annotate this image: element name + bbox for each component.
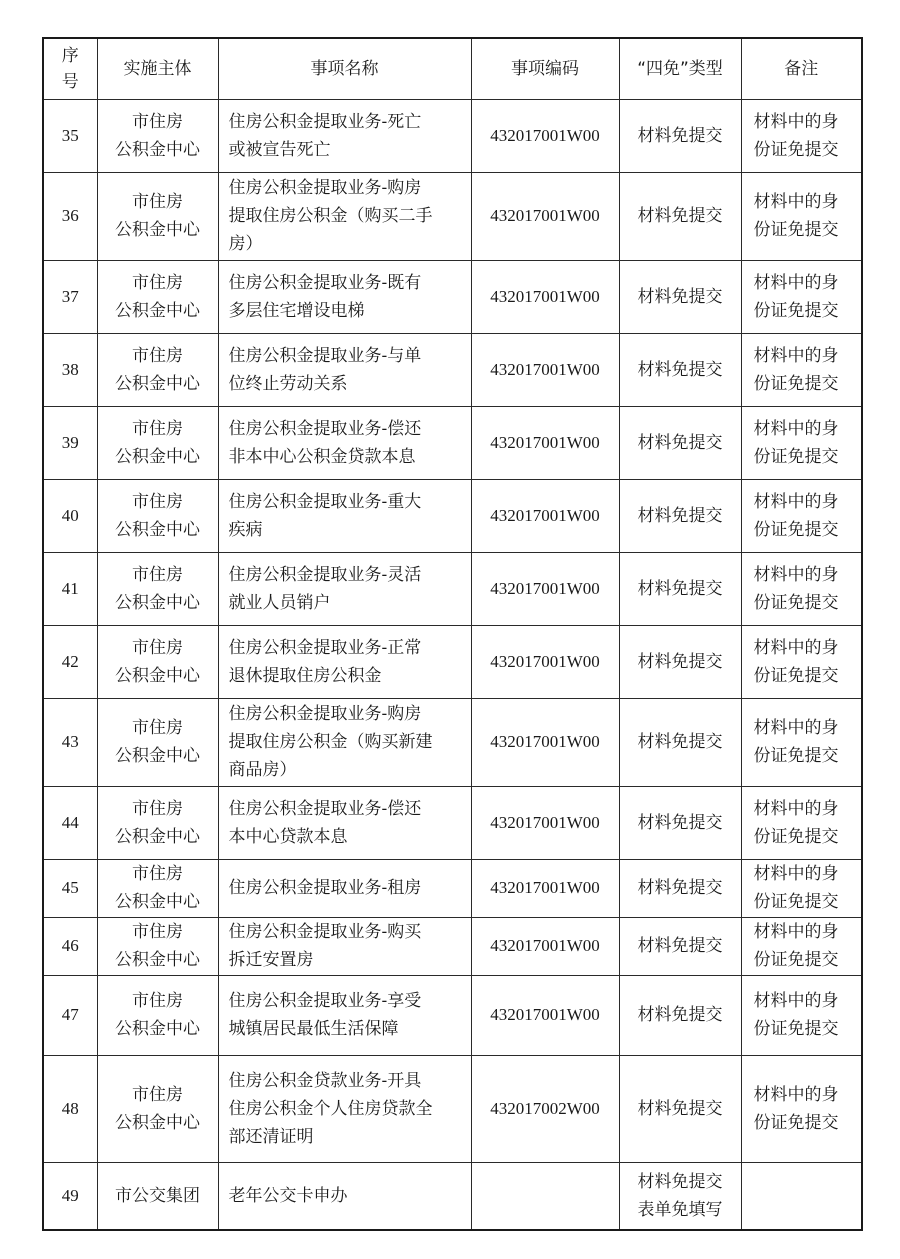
cell-type — [619, 1055, 741, 1162]
cell-name-text: 住房公积金提取业务-既有 多层住宅增设电梯 — [228, 272, 422, 321]
cell-subject-text: 市住房 公积金中心 — [115, 718, 200, 766]
cell-subject — [97, 625, 218, 698]
cell-note-text: 材料中的身 份证免提交 — [753, 718, 839, 766]
header-type: “四免”类型 — [619, 38, 741, 99]
cell-code-text: 432017001W00 — [490, 286, 600, 306]
cell-seq — [43, 698, 97, 786]
cell-note — [741, 172, 862, 260]
cell-type-text: 材料免提交 — [637, 432, 723, 453]
cell-seq-text: 37 — [61, 286, 79, 306]
cell-subject-text: 市住房 公积金中心 — [115, 864, 200, 912]
cell-type — [619, 172, 741, 260]
cell-note-text: 材料中的身 份证免提交 — [753, 922, 839, 970]
cell-seq — [43, 479, 97, 552]
cell-name-text: 住房公积金提取业务-购房 提取住房公积金（购买新建 商品房） — [228, 704, 433, 780]
cell-name — [218, 172, 471, 260]
cell-code — [471, 859, 619, 917]
cell-subject-text: 市住房 公积金中心 — [115, 922, 200, 970]
cell-type-text: 材料免提交 表单免填写 — [637, 1171, 723, 1220]
cell-subject-text: 市住房 公积金中心 — [115, 991, 200, 1039]
cell-seq-text: 47 — [61, 1005, 79, 1024]
cell-note — [741, 625, 862, 698]
cell-name-text: 住房公积金提取业务-购买 拆迁安置房 — [228, 922, 422, 970]
cell-note — [741, 786, 862, 859]
cell-subject-text: 市住房 公积金中心 — [115, 418, 200, 467]
cell-subject — [97, 1055, 218, 1162]
cell-subject — [97, 406, 218, 479]
cell-subject — [97, 786, 218, 859]
cell-code-text: 432017001W00 — [490, 432, 600, 452]
cell-note — [741, 917, 862, 975]
cell-subject-text: 市住房 公积金中心 — [115, 1084, 200, 1133]
cell-code-text: 432017001W00 — [490, 936, 600, 955]
header-seq-label: 序号 — [61, 45, 79, 92]
cell-type — [619, 333, 741, 406]
cell-name-text: 住房公积金提取业务-与单 位终止劳动关系 — [228, 345, 422, 394]
cell-seq — [43, 625, 97, 698]
cell-code — [471, 479, 619, 552]
cell-code-text: 432017001W00 — [490, 878, 600, 897]
cell-note-text: 材料中的身 份证免提交 — [753, 418, 839, 467]
cell-code — [471, 406, 619, 479]
cell-subject — [97, 172, 218, 260]
cell-subject-text: 市住房 公积金中心 — [115, 798, 200, 847]
cell-seq — [43, 859, 97, 917]
header-code: 事项编码 — [471, 38, 619, 99]
cell-code — [471, 552, 619, 625]
table-row — [43, 1055, 862, 1162]
cell-code — [471, 260, 619, 333]
cell-type-text: 材料免提交 — [637, 505, 723, 526]
cell-type — [619, 859, 741, 917]
cell-code — [471, 333, 619, 406]
table-row — [43, 99, 862, 172]
cell-type-text: 材料免提交 — [637, 732, 723, 752]
cell-note — [741, 406, 862, 479]
cell-code — [471, 786, 619, 859]
cell-name-text: 住房公积金提取业务-正常 退休提取住房公积金 — [228, 637, 422, 686]
cell-note — [741, 552, 862, 625]
cell-name — [218, 479, 471, 552]
cell-seq-text: 43 — [61, 732, 79, 751]
cell-type — [619, 552, 741, 625]
cell-code — [471, 1162, 619, 1230]
table-row — [43, 786, 862, 859]
cell-seq-text: 46 — [61, 936, 79, 955]
cell-type — [619, 698, 741, 786]
cell-subject — [97, 1162, 218, 1230]
cell-code — [471, 172, 619, 260]
cell-note-text: 材料中的身 份证免提交 — [753, 345, 839, 394]
cell-subject — [97, 479, 218, 552]
cell-type — [619, 975, 741, 1055]
cell-subject-text: 市住房 公积金中心 — [115, 111, 200, 160]
cell-code — [471, 625, 619, 698]
cell-type-text: 材料免提交 — [637, 286, 723, 307]
cell-name-text: 住房公积金提取业务-死亡 或被宣告死亡 — [228, 111, 422, 160]
cell-type-text: 材料免提交 — [637, 1005, 723, 1025]
cell-name — [218, 975, 471, 1055]
cell-name-text: 住房公积金提取业务-重大 疾病 — [228, 491, 422, 540]
cell-seq-text: 36 — [61, 206, 79, 225]
cell-code-text: 432017001W00 — [490, 1005, 600, 1024]
cell-type-text: 材料免提交 — [637, 812, 723, 833]
cell-name-text: 住房公积金提取业务-灵活 就业人员销户 — [228, 564, 422, 613]
cell-note — [741, 333, 862, 406]
cell-code — [471, 698, 619, 786]
cell-note — [741, 1055, 862, 1162]
cell-seq-text: 35 — [61, 125, 79, 145]
table-row — [43, 552, 862, 625]
cell-subject-text: 市住房 公积金中心 — [115, 192, 200, 240]
cell-seq — [43, 172, 97, 260]
cell-seq — [43, 1162, 97, 1230]
cell-note — [741, 99, 862, 172]
cell-type-text: 材料免提交 — [637, 936, 723, 956]
cell-subject-text: 市住房 公积金中心 — [115, 564, 200, 613]
cell-note — [741, 479, 862, 552]
cell-name — [218, 859, 471, 917]
header-subject: 实施主体 — [97, 38, 218, 99]
cell-name — [218, 260, 471, 333]
cell-seq-text: 38 — [61, 359, 79, 379]
cell-code — [471, 917, 619, 975]
table-row — [43, 917, 862, 975]
cell-code-text: 432017002W00 — [490, 1098, 600, 1118]
cell-code-text: 432017001W00 — [490, 812, 600, 832]
cell-code-text: 432017001W00 — [490, 359, 600, 379]
table-row — [43, 260, 862, 333]
cell-type — [619, 99, 741, 172]
table-header-row — [43, 38, 862, 99]
table-row — [43, 859, 862, 917]
cell-seq — [43, 917, 97, 975]
cell-seq — [43, 975, 97, 1055]
cell-name-text: 老年公交卡申办 — [228, 1185, 348, 1206]
cell-subject-text: 市住房 公积金中心 — [115, 345, 200, 394]
cell-seq — [43, 406, 97, 479]
cell-seq — [43, 552, 97, 625]
cell-subject — [97, 698, 218, 786]
header-name: 事项名称 — [218, 38, 471, 99]
cell-type-text: 材料免提交 — [637, 578, 723, 599]
cell-note-text: 材料中的身 份证免提交 — [753, 798, 839, 847]
cell-name-text: 住房公积金贷款业务-开具 住房公积金个人住房贷款全 部还清证明 — [228, 1070, 433, 1147]
cell-note — [741, 698, 862, 786]
cell-name — [218, 917, 471, 975]
cell-name — [218, 406, 471, 479]
cell-type — [619, 479, 741, 552]
cell-seq-text: 45 — [61, 878, 79, 897]
cell-note — [741, 859, 862, 917]
cell-name-text: 住房公积金提取业务-享受 城镇居民最低生活保障 — [228, 991, 422, 1039]
cell-name — [218, 1055, 471, 1162]
matters-table — [42, 37, 863, 1231]
cell-subject-text: 市公交集团 — [115, 1185, 200, 1206]
cell-type — [619, 260, 741, 333]
cell-code-text: 432017001W00 — [490, 578, 600, 598]
table-body — [43, 99, 862, 1230]
table-row — [43, 172, 862, 260]
cell-name — [218, 786, 471, 859]
cell-seq — [43, 786, 97, 859]
cell-type-text: 材料免提交 — [637, 1098, 723, 1119]
cell-code-text: 432017001W00 — [490, 125, 600, 145]
cell-note-text: 材料中的身 份证免提交 — [753, 564, 839, 613]
cell-subject — [97, 552, 218, 625]
cell-seq — [43, 260, 97, 333]
cell-note — [741, 260, 862, 333]
cell-code-text: 432017001W00 — [490, 206, 600, 225]
cell-seq — [43, 1055, 97, 1162]
cell-type-text: 材料免提交 — [637, 125, 723, 146]
cell-note-text: 材料中的身 份证免提交 — [753, 272, 839, 321]
cell-type — [619, 917, 741, 975]
cell-seq-text: 49 — [61, 1185, 79, 1205]
cell-type — [619, 1162, 741, 1230]
cell-seq — [43, 99, 97, 172]
cell-type-text: 材料免提交 — [637, 878, 723, 898]
cell-name — [218, 99, 471, 172]
cell-name — [218, 698, 471, 786]
cell-type — [619, 786, 741, 859]
cell-note-text: 材料中的身 份证免提交 — [753, 637, 839, 686]
cell-seq — [43, 333, 97, 406]
cell-subject — [97, 260, 218, 333]
cell-subject-text: 市住房 公积金中心 — [115, 637, 200, 686]
cell-type-text: 材料免提交 — [637, 651, 723, 672]
cell-note-text: 材料中的身 份证免提交 — [753, 491, 839, 540]
cell-type-text: 材料免提交 — [637, 359, 723, 380]
cell-subject — [97, 917, 218, 975]
cell-note — [741, 1162, 862, 1230]
cell-code-text: 432017001W00 — [490, 651, 600, 671]
cell-subject — [97, 975, 218, 1055]
cell-seq-text: 39 — [61, 432, 79, 452]
cell-code-text: 432017001W00 — [490, 732, 600, 751]
cell-note-text: 材料中的身 份证免提交 — [753, 1084, 839, 1133]
cell-subject-text: 市住房 公积金中心 — [115, 491, 200, 540]
cell-subject — [97, 99, 218, 172]
cell-type — [619, 625, 741, 698]
cell-name — [218, 1162, 471, 1230]
table-row — [43, 479, 862, 552]
cell-note — [741, 975, 862, 1055]
cell-code — [471, 99, 619, 172]
cell-name-text: 住房公积金提取业务-偿还 本中心贷款本息 — [228, 798, 422, 847]
cell-seq-text: 41 — [61, 578, 79, 598]
cell-code — [471, 975, 619, 1055]
cell-name — [218, 552, 471, 625]
cell-note-text: 材料中的身 份证免提交 — [753, 111, 839, 160]
cell-note-text: 材料中的身 份证免提交 — [753, 864, 839, 912]
cell-type-text: 材料免提交 — [637, 206, 723, 226]
cell-subject — [97, 859, 218, 917]
header-seq — [43, 38, 97, 99]
cell-name-text: 住房公积金提取业务-偿还 非本中心公积金贷款本息 — [228, 418, 422, 467]
cell-seq-text: 40 — [61, 505, 79, 525]
cell-seq-text: 44 — [61, 812, 79, 832]
table-row — [43, 406, 862, 479]
cell-code — [471, 1055, 619, 1162]
cell-note-text: 材料中的身 份证免提交 — [753, 192, 839, 240]
cell-name — [218, 625, 471, 698]
cell-note-text: 材料中的身 份证免提交 — [753, 991, 839, 1039]
table-row — [43, 1162, 862, 1230]
cell-name-text: 住房公积金提取业务-租房 — [228, 878, 422, 898]
table-row — [43, 625, 862, 698]
table-row — [43, 975, 862, 1055]
table-row — [43, 698, 862, 786]
cell-seq-text: 48 — [61, 1098, 79, 1118]
cell-seq-text: 42 — [61, 651, 79, 671]
header-note: 备注 — [741, 38, 862, 99]
cell-subject-text: 市住房 公积金中心 — [115, 272, 200, 321]
table-row — [43, 333, 862, 406]
cell-name-text: 住房公积金提取业务-购房 提取住房公积金（购买二手 房） — [228, 178, 433, 254]
cell-type — [619, 406, 741, 479]
cell-subject — [97, 333, 218, 406]
cell-code-text: 432017001W00 — [490, 505, 600, 525]
cell-name — [218, 333, 471, 406]
